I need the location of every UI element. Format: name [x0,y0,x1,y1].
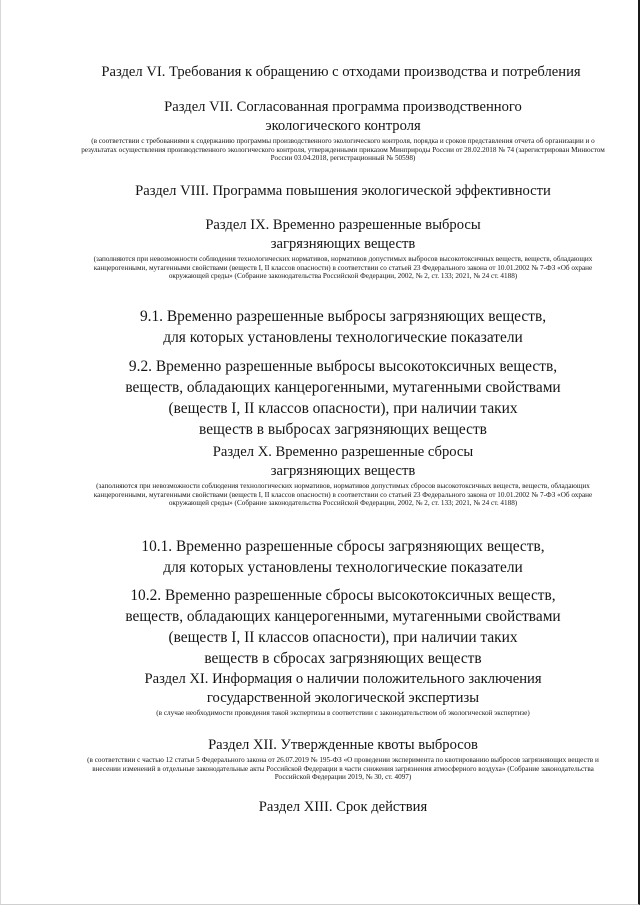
section-10-title-line-2: загрязняющих веществ [270,463,416,479]
section-10-2-title-line-3: (веществ I, II классов опасности), при наличии таких [168,629,518,646]
section-9-1-title-line-1: 9.1. Временно разрешенные выбросы загрязняющих веществ, [139,308,547,325]
section-7-title-line-2: экологического контроля [265,118,421,134]
section-9-note: (заполняются при невозможности соблюдения технологических нормативов, нормативов допустимых выбросов высокотоксичных веществ, веществ, обладающих канцерогенными, мутагенными свойствами (веществ I, II классов опасности) в соответствии со статьей 23 Федерального закона от 10.01.2002 № 7-ФЗ «Об охране окружающей среды» (Собрание законодательства Российской Федерации, 2002, № 2, ст. 133; 2021, № 24 ст. 4188) [93,255,593,281]
section-9 [93,216,593,281]
section-10-2 [93,585,593,669]
section-11-title-line-2: государственной экологической экспертизы [206,690,480,706]
section-9-1-title-line-2: для которых установлены технологические показатели [163,329,523,346]
section-9-2-title-line-4: веществ в выбросах загрязняющих веществ [199,421,487,438]
section-13-title: Раздел XIII. Срок действия [258,799,428,815]
section-10 [93,443,593,508]
section-8 [81,182,605,201]
section-11-title-line-1: Раздел XI. Информация о наличии положительного заключения [144,671,542,687]
section-8-title: Раздел VIII. Программа повышения экологической эффективности [135,183,551,199]
section-9-1 [93,306,593,348]
section-10-1-title-line-2: для которых установлены технологические показатели [163,559,523,576]
section-9-2-title-line-1: 9.2. Временно разрешенные выбросы высокотоксичных веществ, [128,358,558,375]
section-9-2 [93,356,593,440]
section-12-note: (в соответствии с частью 12 статьи 5 Федерального закона от 26.07.2019 № 195-ФЗ «О проведении эксперимента по квотированию выбросов загрязняющих веществ и внесении изменений в отдельные законодательные акты Российской Федерации в части снижения загрязнения атмосферного воздуха» (Собрание законодательства Российской Федерации 2019, № 30, ст. 4097) [87,756,599,782]
section-6-title: Раздел VI. Требования к обращению с отходами производства и потребления [101,64,581,80]
section-9-2-title-line-2: веществ, обладающих канцерогенными, мутагенными свойствами [125,379,561,396]
section-13 [93,798,593,817]
section-10-title-line-1: Раздел X. Временно разрешенные сбросы [212,444,474,460]
section-10-2-title-line-2: веществ, обладающих канцерогенными, мутагенными свойствами [125,608,561,625]
section-12 [87,736,599,782]
section-7-note: (в соответствии с требованиями к содержанию программы производственного экологического контроля, порядка и сроков представления отчета об организации и о результатах осуществления производственного экологического контроля, утвержденными приказом Минприроды России от 28.02.2018 № 74 (зарегистрирован Минюстом России 03.04.2018, регистрационный № 50598) [81,137,605,163]
section-11 [93,670,593,718]
section-9-2-title-line-3: (веществ I, II классов опасности), при наличии таких [168,400,518,417]
section-11-note: (в случае необходимости проведения такой экспертизы в соответствии с законодательством об экологической экспертизе) [156,709,530,717]
section-10-1-title-line-1: 10.1. Временно разрешенные сбросы загрязняющих веществ, [141,538,545,555]
section-10-2-title-line-1: 10.2. Временно разрешенные сбросы высокотоксичных веществ, [130,587,556,604]
section-7-title-line-1: Раздел VII. Согласованная программа производственного [164,99,522,115]
section-9-title-line-2: загрязняющих веществ [270,236,416,252]
section-7 [81,98,605,163]
section-9-title-line-1: Раздел IX. Временно разрешенные выбросы [205,217,481,233]
section-12-title: Раздел XII. Утвержденные квоты выбросов [208,737,478,753]
section-10-note: (заполняются при невозможности соблюдения технологических нормативов, нормативов допустимых сбросов высокотоксичных веществ, веществ, обладающих канцерогенными, мутагенными свойствами (веществ I, II классов опасности) в соответствии со статьей 23 Федерального закона от 10.01.2002 № 7-ФЗ «Об охране окружающей среды» (Собрание законодательства Российской Федерации, 2002, № 2, ст. 133; 2021, № 24 ст. 4188) [93,482,593,508]
section-6 [61,63,621,82]
section-10-2-title-line-4: веществ в сбросах загрязняющих веществ [204,650,482,667]
section-10-1 [93,536,593,578]
